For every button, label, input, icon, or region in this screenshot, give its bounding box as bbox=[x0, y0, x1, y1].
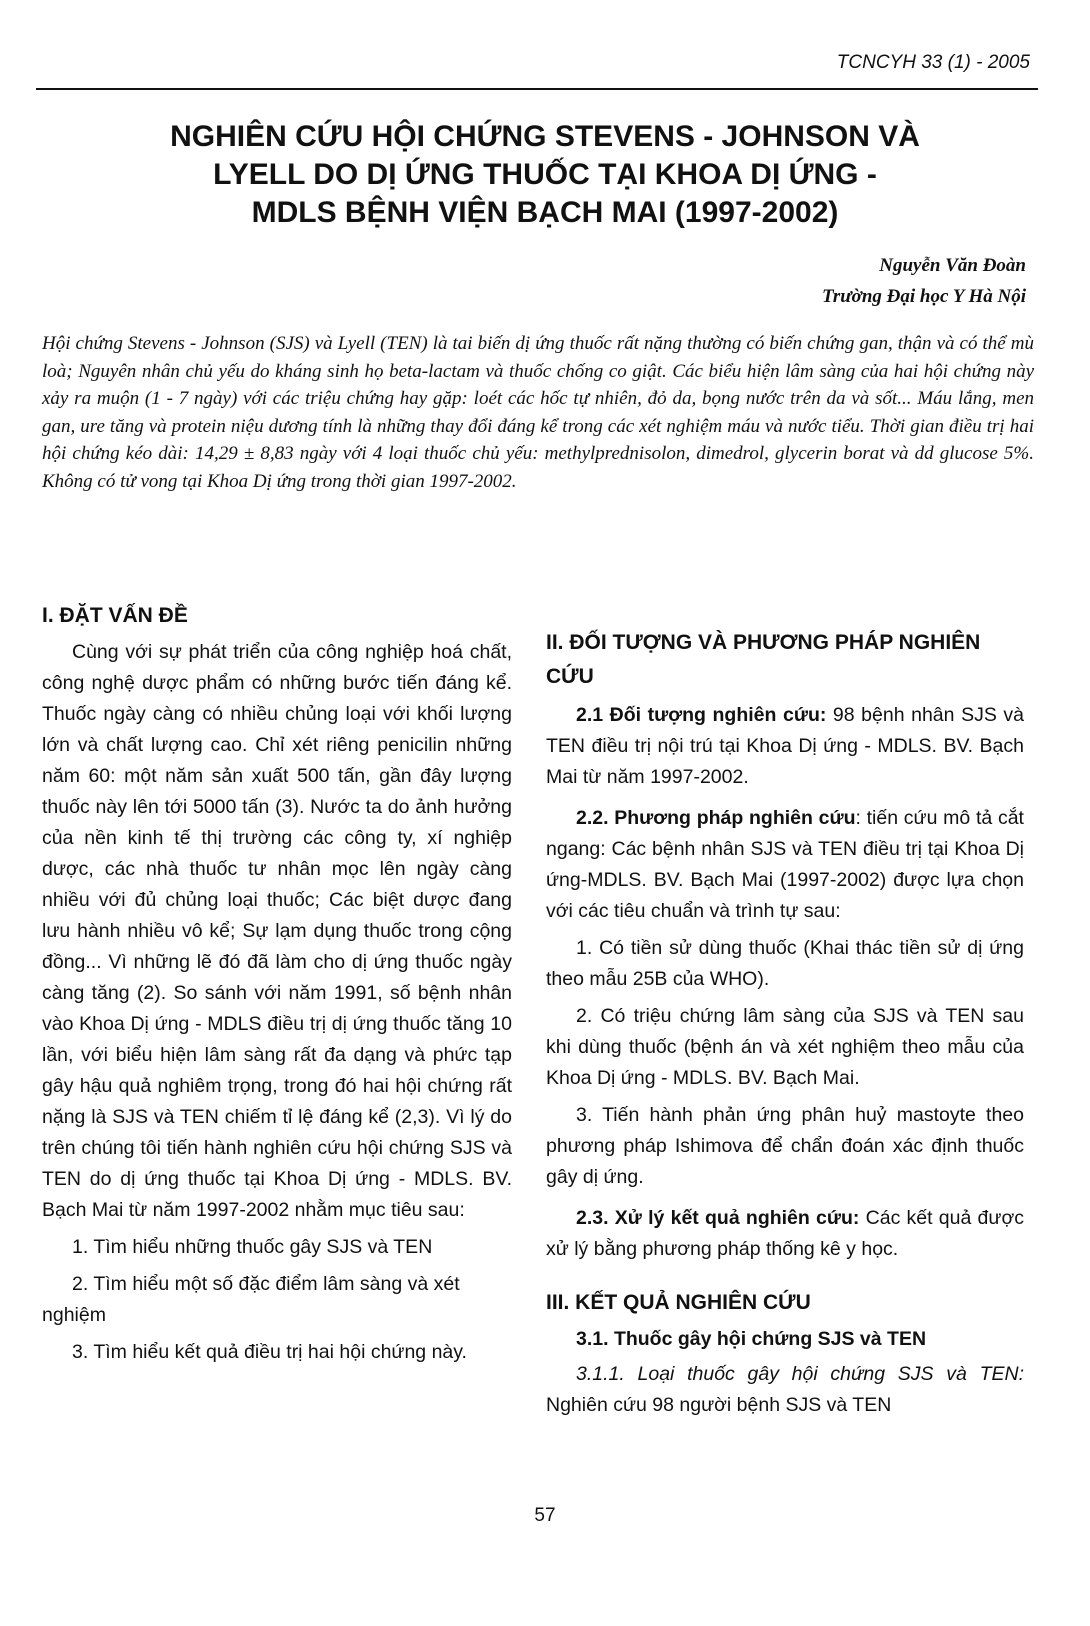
left-column bbox=[42, 600, 512, 1368]
section-2-3-label: 2.3. Xử lý kết quả nghiên cứu: bbox=[576, 1207, 860, 1229]
section-2-1-text: 98 bệnh nhân SJS và TEN điều trị nội trú tại Khoa Dị ứng - MDLS. BV. Bạch Mai từ năm 1997-2002. bbox=[546, 704, 1024, 788]
section-2-1-label: 2.1 Đối tượng nghiên cứu: bbox=[576, 704, 827, 726]
section-2-3 bbox=[546, 1203, 1024, 1265]
objective-item: 3. Tìm hiểu kết quả điều trị hai hội chứng này. bbox=[72, 1341, 467, 1363]
title-line-3: MDLS BỆNH VIỆN BẠCH MAI (1997-2002) bbox=[251, 196, 839, 229]
section-2-2 bbox=[546, 803, 1024, 927]
author-affiliation: Trường Đại học Y Hà Nội bbox=[821, 286, 1026, 307]
criteria-item: 2. Có triệu chứng lâm sàng của SJS và TEN sau khi dùng thuốc (bệnh án và xét nghiệm theo mẫu của Khoa Dị ứng - MDLS. BV. Bạch Mai. bbox=[546, 1005, 1024, 1089]
section-1-heading: I. ĐẶT VẤN ĐỀ bbox=[42, 604, 188, 627]
title-line-2: LYELL DO DỊ ỨNG THUỐC TẠI KHOA DỊ ỨNG - bbox=[213, 158, 877, 191]
journal-header: TCNCYH 33 (1) - 2005 bbox=[836, 52, 1030, 73]
section-3-heading: III. KẾT QUẢ NGHIÊN CỨU bbox=[546, 1291, 811, 1314]
section-1-body: Cùng với sự phát triển của công nghiệp hoá chất, công nghệ dược phẩm có những bước tiến đáng kể. Thuốc ngày càng có nhiều chủng loại với khối lượng lớn và chất lượng cao. Chỉ xét riêng penicilin những năm 60: một năm sản xuất 500 tấn, gần đây lượng thuốc này lên tới 5000 tấn (3). Nước ta do ảnh hưởng của nền kinh tế thị trường các công ty, xí nghiệp dược, các nhà thuốc tư nhân mọc lên ngày càng nhiều với đủ chủng loại thuốc; Các biệt dược đang lưu hành nhiều vô kể; Sự lạm dụng thuốc trong cộng đồng... Vì những lẽ đó đã làm cho dị ứng thuốc ngày càng tăng (2). So sánh với năm 1991, số bệnh nhân vào Khoa Dị ứng - MDLS điều trị dị ứng thuốc tăng 10 lần, với biểu hiện lâm sàng rất đa dạng và phức tạp gây hậu quả nghiêm trọng, trong đó hai hội chứng rất nặng là SJS và TEN chiếm tỉ lệ đáng kể (2,3). Vì lý do trên chúng tôi tiến hành nghiên cứu hội chứng SJS và TEN do dị ứng thuốc tại Khoa Dị ứng - MDLS. BV. Bạch Mai từ năm 1997-2002 nhằm mục tiêu sau: bbox=[42, 641, 512, 1221]
section-3-1-1-text: Nghiên cứu 98 người bệnh SJS và TEN bbox=[546, 1394, 892, 1416]
section-3-1-1 bbox=[546, 1359, 1024, 1421]
section-2-1 bbox=[546, 700, 1024, 793]
header-rule bbox=[36, 88, 1038, 90]
section-3-1-1-label: 3.1.1. Loại thuốc gây hội chứng SJS và TEN: bbox=[576, 1363, 1024, 1385]
author-name: Nguyễn Văn Đoàn bbox=[879, 255, 1026, 276]
objective-item: 1. Tìm hiểu những thuốc gây SJS và TEN bbox=[72, 1236, 433, 1258]
section-3-1-heading: 3.1. Thuốc gây hội chứng SJS và TEN bbox=[576, 1328, 927, 1350]
section-2-heading: II. ĐỐI TƯỢNG VÀ PHƯƠNG PHÁP NGHIÊN CỨU bbox=[546, 631, 981, 688]
article-title bbox=[60, 118, 1030, 232]
page-number: 57 bbox=[534, 1505, 556, 1526]
title-line-1: NGHIÊN CỨU HỘI CHỨNG STEVENS - JOHNSON VÀ bbox=[170, 120, 920, 153]
criteria-item: 1. Có tiền sử dùng thuốc (Khai thác tiền sử dị ứng theo mẫu 25B của WHO). bbox=[546, 937, 1024, 990]
objective-item: 2. Tìm hiểu một số đặc điểm lâm sàng và xét nghiệm bbox=[42, 1273, 460, 1326]
right-column bbox=[546, 626, 1024, 1421]
section-2-2-label: 2.2. Phương pháp nghiên cứu bbox=[576, 807, 856, 829]
author-block bbox=[822, 250, 1026, 312]
criteria-item: 3. Tiến hành phản ứng phân huỷ mastoyte theo phương pháp Ishimova để chẩn đoán xác định thuốc gây dị ứng. bbox=[546, 1104, 1024, 1188]
section-2-3-text: Các kết quả được xử lý bằng phương pháp thống kê y học. bbox=[546, 1207, 1024, 1260]
abstract: Hội chứng Stevens - Johnson (SJS) và Lyell (TEN) là tai biến dị ứng thuốc rất nặng thường có biến chứng gan, thận và có thể mù loà; Nguyên nhân chủ yếu do kháng sinh họ beta-lactam và thuốc chống co giật. Các biểu hiện lâm sàng của hai hội chứng này xảy ra muộn (1 - 7 ngày) với các triệu chứng hay gặp: loét các hốc tự nhiên, đỏ da, bọng nước trên da và sốt... Máu lắng, men gan, ure tăng và protein niệu dương tính là những thay đổi đáng kể trong các xét nghiệm máu và nước tiểu. Thời gian điều trị hai hội chứng kéo dài: 14,29 ± 8,83 ngày với 4 loại thuốc chủ yếu: methylprednisolon, dimedrol, glycerin borat và dd glucose 5%. Không có tử vong tại Khoa Dị ứng trong thời gian 1997-2002. bbox=[42, 333, 1034, 492]
section-2-2-text: : tiến cứu mô tả cắt ngang: Các bệnh nhân SJS và TEN điều trị tại Khoa Dị ứng-MDLS. BV. Bạch Mai (1997-2002) được lựa chọn với các tiêu chuẩn và trình tự sau: bbox=[546, 807, 1024, 922]
